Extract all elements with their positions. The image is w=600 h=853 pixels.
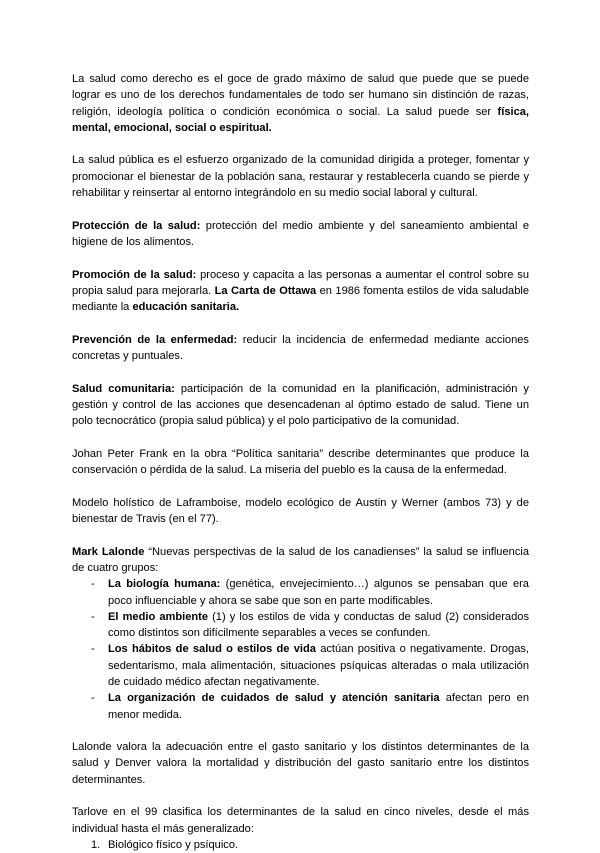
list-item [72,609,529,642]
term-heading: Promoción de la salud: [72,268,197,281]
tarlove-levels-list [72,837,529,853]
paragraph-text: participación de la comunidad en la planificación, administración y gestión y control de las acciones que desencadenan al óptimo estado de salud. Tiene un polo tecnocrático (propia salud pública) y el polo participativo de la comunidad. [72,382,529,428]
paragraph-health-promotion [72,267,529,316]
dash-bullet: - [91,610,95,623]
list-item-heading: La biología humana: [108,578,221,591]
paragraph-frank: Johan Peter Frank en la obra “Política sanitaria” describe determinantes que produce la conservación o pérdida de la salud. La miseria del pueblo es la causa de la enfermedad. [72,447,529,477]
paragraph-lalonde-denver: Lalonde valora la adecuación entre el gasto sanitario y los distintos determinantes de la salud y Denver valora la mortalidad y distribución del gasto sanitario entre los distintos determinantes. [72,741,529,786]
paragraph-models: Modelo holístico de Laframboise, modelo ecológico de Austin y Werner (ambos 73) y de bienestar de Travis (en el 77). [72,496,529,526]
list-item [72,576,529,609]
dash-bullet: - [91,692,95,705]
list-item-text: Biológico físico y psíquico. [108,838,239,851]
document-body [72,71,529,853]
bold-text: física, mental, emocional, social o espiritual. [72,105,529,134]
paragraph-text: La salud como derecho es el goce de grado máximo de salud que puede que se puede lograr es uno de los derechos fundamentales de todo ser humano sin distinción de razas, religión, ideología política o condición económica o social. La salud puede ser [72,73,529,118]
paragraph-text: reducir la incidencia de enfermedad mediante acciones concretas y puntuales. [72,333,529,363]
paragraph-public-health: La salud pública es el esfuerzo organizado de la comunidad dirigida a proteger, fomentar y promocionar el bienestar de la población sana, restaurar y restablecerla cuando se pierde y rehabilitar y reinsertar al entorno integrándolo en su medio social laboral y cultural. [72,154,529,200]
paragraph-tarlove: Tarlove en el 99 clasifica los determinantes de la salud en cinco niveles, desde el más individual hasta el más generalizado: [72,806,529,835]
list-item [72,690,529,723]
list-item-text: (1) y los estilos de vida y conductas de salud (2) considerados como distintos son difícilmente separables a veces se confunden. [108,610,529,640]
bold-text: educación sanitaria. [132,301,240,314]
lalonde-groups-list [72,576,529,723]
paragraph-text: en 1986 fomenta estilos de vida saludable mediante la [72,284,529,314]
list-item-heading: Los hábitos de salud o estilos de vida [108,643,316,656]
paragraph-text: protección del medio ambiente y del saneamiento ambiental e higiene de los alimentos. [72,219,529,248]
term-heading: Salud comunitaria: [72,382,175,395]
paragraph-health-protection [72,218,529,251]
term-heading: Mark Lalonde [72,545,145,558]
term-heading: Prevención de la enfermedad: [72,333,238,346]
dash-bullet: - [91,578,95,591]
list-item-heading: El medio ambiente [108,610,209,623]
list-item-text: (genética, envejecimiento…) algunos se pensaban que era poco influenciable y ahora se sabe que son en parte modificables. [108,578,529,607]
list-item-heading: La organización de cuidados de salud y atención sanitaria [108,692,440,705]
list-number: 1. [91,838,101,851]
list-item [72,641,529,690]
dash-bullet: - [91,643,95,656]
paragraph-lalonde [72,544,529,577]
paragraph-disease-prevention [72,332,529,365]
paragraph-text: “Nuevas perspectivas de la salud de los canadienses” la salud se influencia de cuatro grupos: [72,545,529,574]
list-item-text: actúan positiva o negativamente. Drogas, sedentarismo, mala alimentación, situaciones psíquicas alteradas o mala utilización de cuidado médico afectan negativamente. [108,643,529,688]
term-heading: Protección de la salud: [72,219,201,232]
paragraph-health-right [72,71,529,136]
list-item [72,837,529,853]
paragraph-community-health [72,381,529,430]
paragraph-text: proceso y capacita a las personas a aumentar el control sobre su propia salud para mejorarla. [72,268,529,297]
bold-text: La Carta de Ottawa [214,284,317,297]
list-item-text: afectan pero en menor medida. [108,692,529,721]
